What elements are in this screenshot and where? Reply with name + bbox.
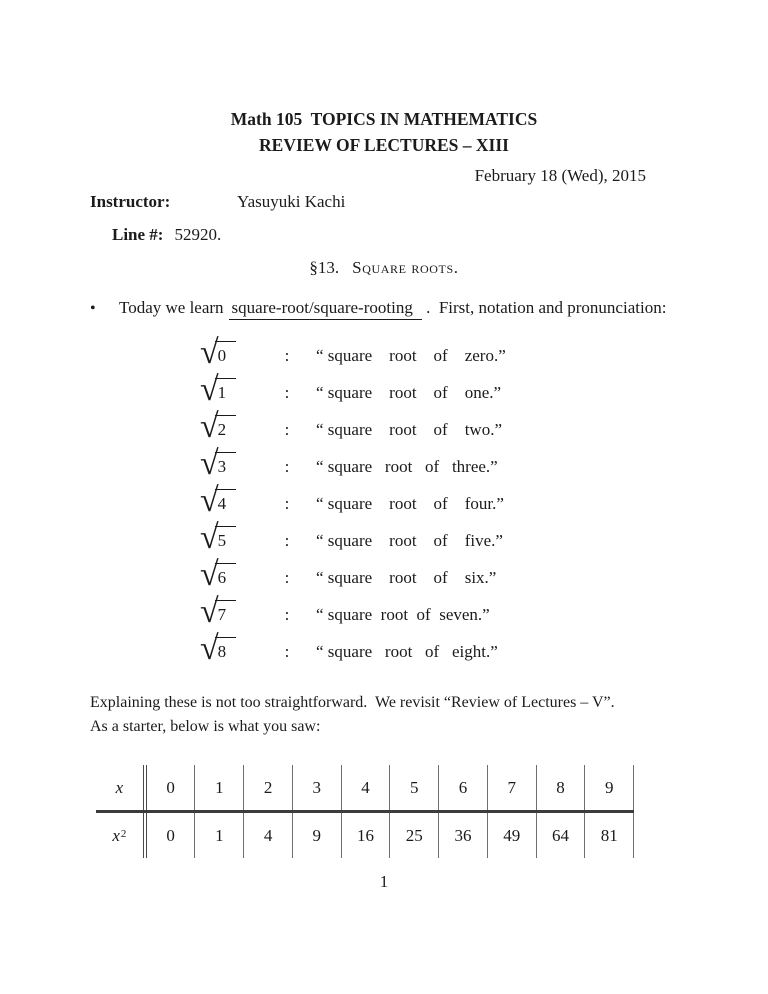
table-cell: 9 [292, 813, 341, 858]
sqrt-expression [200, 519, 258, 556]
intro-text-after: . First, notation and pronunciation: [421, 298, 667, 317]
title-block [0, 0, 768, 158]
instructor-label: Instructor: [90, 192, 171, 211]
line-number-row [112, 225, 768, 245]
review-title: REVIEW OF LECTURES – XIII [259, 135, 509, 155]
instructor-row [90, 192, 768, 212]
instructor-name: Yasuyuki Kachi [237, 192, 346, 211]
intro-row [90, 298, 768, 318]
paragraph-line: As a starter, below is what you saw: [90, 718, 321, 735]
section-heading [0, 258, 768, 278]
pronunciation-text: “ square root of three.” [316, 457, 498, 476]
colon-separator: : [284, 383, 290, 402]
sqrt-row [200, 630, 768, 671]
radical-sign-icon: √ [200, 445, 219, 482]
table-cell: 64 [536, 813, 585, 858]
table-row [96, 765, 634, 813]
sqrt-row [200, 482, 768, 523]
pronunciation-text: “ square root of six.” [316, 568, 497, 587]
sqrt-row [200, 593, 768, 634]
table-cell: 1 [194, 813, 243, 858]
line-number-label: Line #: [112, 225, 164, 244]
table-cell: 16 [341, 813, 390, 858]
radical-sign-icon: √ [200, 408, 219, 445]
table-cell: 25 [389, 813, 438, 858]
sqrt-row [200, 445, 768, 486]
date: February 18 (Wed), 2015 [474, 166, 646, 185]
radicand: 8 [215, 637, 237, 662]
pronunciation-text: “ square root of seven.” [316, 605, 490, 624]
sqrt-expression [200, 593, 258, 630]
table-cell: 3 [292, 765, 341, 810]
pronunciation-text: “ square root of one.” [316, 383, 502, 402]
table-row [96, 813, 634, 858]
table-cell: 4 [341, 765, 390, 810]
sqrt-row [200, 519, 768, 560]
radicand: 5 [215, 526, 237, 551]
table-cell: 8 [536, 765, 585, 810]
colon-separator: : [284, 642, 290, 661]
sqrt-row [200, 408, 768, 449]
sqrt-expression [200, 371, 258, 408]
sqrt-row [200, 334, 768, 375]
colon-separator: : [284, 568, 290, 587]
row-label: x [96, 765, 147, 810]
sqrt-expression [200, 445, 258, 482]
radical-sign-icon: √ [200, 593, 219, 630]
sqrt-expression [200, 408, 258, 445]
radicand: 1 [215, 378, 237, 403]
radicand: 7 [215, 600, 237, 625]
table-cell: 7 [487, 765, 536, 810]
radical-sign-icon: √ [200, 556, 219, 593]
row-label: x 2 [96, 813, 147, 858]
colon-separator: : [284, 420, 290, 439]
colon-separator: : [284, 346, 290, 365]
radicand: 4 [215, 489, 237, 514]
table-cell: 1 [194, 765, 243, 810]
sqrt-list [200, 334, 768, 671]
colon-separator: : [284, 605, 290, 624]
sqrt-expression [200, 334, 258, 371]
colon-separator: : [284, 457, 290, 476]
table-cell: 9 [584, 765, 634, 810]
table-cell: 4 [243, 813, 292, 858]
colon-separator: : [284, 494, 290, 513]
sqrt-row [200, 556, 768, 597]
pronunciation-text: “ square root of eight.” [316, 642, 498, 661]
sqrt-row [200, 371, 768, 412]
radicand: 0 [215, 341, 237, 366]
table-cell: 36 [438, 813, 487, 858]
radicand: 2 [215, 415, 237, 440]
intro-text-before: Today we learn [119, 298, 224, 317]
table-cell: 2 [243, 765, 292, 810]
intro-text [119, 298, 666, 318]
radical-sign-icon: √ [200, 334, 219, 371]
table-cell: 81 [584, 813, 634, 858]
paragraph-line: Explaining these is not too straightforward. We revisit “Review of Lectures – V”. [90, 694, 615, 711]
sqrt-expression [200, 630, 258, 667]
pronunciation-text: “ square root of five.” [316, 531, 503, 550]
radical-sign-icon: √ [200, 630, 219, 667]
section-title: Square roots. [352, 258, 459, 277]
page-number: 1 [379, 872, 389, 891]
colon-separator: : [284, 531, 290, 550]
bullet-icon: • [90, 300, 96, 317]
table-cell: 6 [438, 765, 487, 810]
pronunciation-text: “ square root of zero.” [316, 346, 506, 365]
paragraph [90, 691, 768, 739]
sqrt-expression [200, 482, 258, 519]
radical-sign-icon: √ [200, 482, 219, 519]
table-cell: 0 [166, 825, 175, 845]
pronunciation-text: “ square root of four.” [316, 494, 504, 513]
table-cell: 5 [389, 765, 438, 810]
radical-sign-icon: √ [200, 371, 219, 408]
table-cell: 49 [487, 813, 536, 858]
sqrt-expression [200, 556, 258, 593]
radicand: 3 [215, 452, 237, 477]
course-title: Math 105 TOPICS IN MATHEMATICS [230, 109, 538, 129]
squares-table [96, 765, 634, 858]
table-cell: 0 [166, 777, 175, 797]
line-number-value: 52920. [174, 225, 222, 244]
pronunciation-text: “ square root of two.” [316, 420, 503, 439]
underlined-term: square-root/square-rooting [229, 298, 422, 320]
radicand: 6 [215, 563, 237, 588]
section-number: §13. [309, 258, 340, 277]
radical-sign-icon: √ [200, 519, 219, 556]
